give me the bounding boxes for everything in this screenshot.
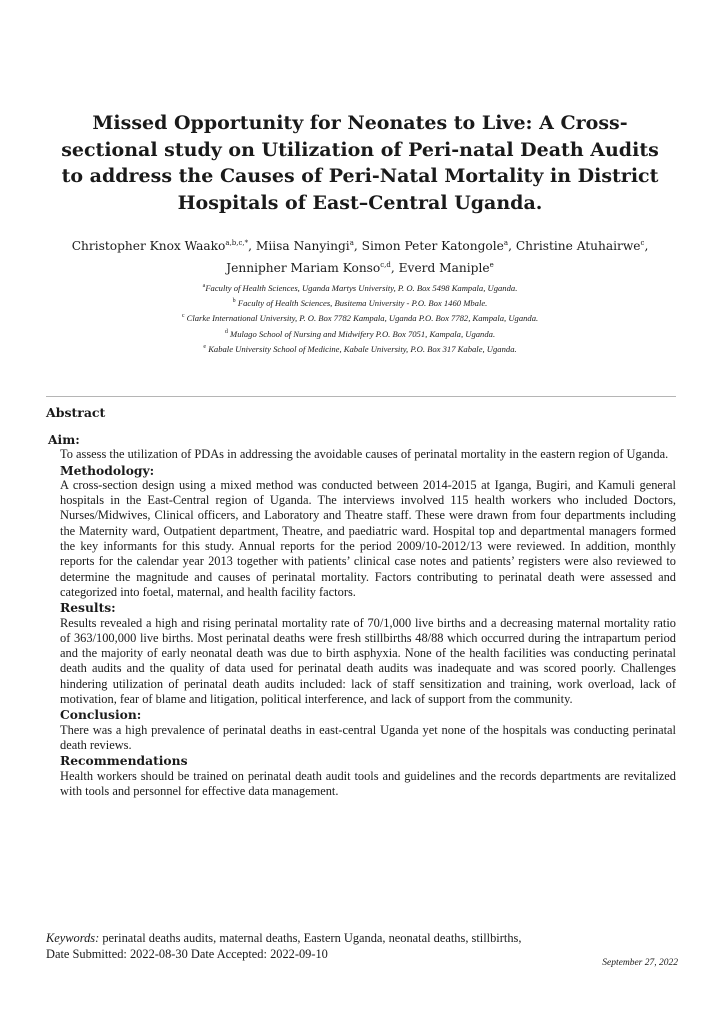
section-heading-conclusion: Conclusion: — [60, 707, 142, 723]
author-list: Christopher Knox Waako$^{a,b,c,*}$, Miisa Nanyingi$^a$, Simon Peter Katongole$^a$, Christine Atuhairwe$^c$, Jennipher Mariam Konso$^{c,d}$, Everd Maniple$^e$ — [71, 239, 649, 275]
section-heading-recommendations: Recommendations — [60, 753, 188, 769]
author: Miisa Nanyingi$^a$ — [255, 239, 354, 253]
affiliation: $^b$ Faculty of Health Sciences, Busitema University - P.O. Box 1460 Mbale. — [232, 298, 488, 309]
divider — [46, 396, 676, 397]
section-text-methodology: A cross-section design using a mixed method was conducted between 2014-2015 at Iganga, Bugiri, and Kamuli general hospitals in the East-Central region of Uganda. The interviews involved 115 health workers who included Doctors, Nurses/Midwives, Clinical officers, and Laboratory and Theatre staff. These were drawn from four departments including the Maternity ward, Outpatient department, Theatre, and paediatric ward. Hospital top and departmental managers formed the key informants for this study. Annual reports for the period 2009/10-2012/13 were reviewed. In addition, monthly reports for the calendar year 2013 together with patients’ clinical case notes and patients’ registers were also reviewed to determine the magnitude and causes of perinatal mortality. Factors contributing to perinatal death were assessed and categorized into foetal, maternal, and health facility factors. — [60, 477, 676, 599]
date-submitted: 2022-08-30 — [129, 947, 188, 961]
author: Simon Peter Katongole$^a$ — [361, 239, 509, 253]
author: Everd Maniple$^e$ — [398, 261, 494, 275]
affiliation: $^e$ Kabale University School of Medicine, Kabale University, P.O. Box 317 Kabale, Uganda. — [203, 343, 517, 354]
abstract-heading: Abstract — [46, 405, 106, 420]
section-text-conclusion: There was a high prevalence of perinatal deaths in east-central Uganda yet none of the hospitals was conducting perinatal death reviews. — [60, 722, 676, 752]
author: Jennipher Mariam Konso$^{c,d}$ — [226, 261, 391, 275]
section-text-results: Results revealed a high and rising perinatal mortality rate of 70/1,000 live births and a decreasing maternal mortality ratio of 363/100,000 live births. Most perinatal deaths were fresh stillbirths 48/88 which occurred during the intrapartum period and the majority of early neonatal death was due to birth asphyxia. None of the health facilities was conducting perinatal death audits and the quality of data used for perinatal death audits was inadequate and was scored poorly. Challenges hindering utilization of perinatal death audits included: lack of staff sensitization and training, work overload, lack of motivation, fear of blame and litigation, political interference, and lack of support from the community. — [60, 615, 676, 707]
paper-title: Missed Opportunity for Neonates to Live: A Cross-sectional study on Utilization of Peri-natal Death Audits to address the Causes of Peri-Natal Mortality in District Hospitals of East–Central Uganda. — [61, 112, 659, 214]
date-submitted-label: Date Submitted: — [46, 947, 127, 961]
affiliation: $^a$Faculty of Health Sciences, Uganda Martys University, P. O. Box 5498 Kampala, Uganda. — [202, 283, 518, 293]
date-accepted: 2022-09-10 — [270, 947, 328, 961]
author: Christopher Knox Waako$^{a,b,c,*}$ — [71, 239, 249, 253]
abstract-body — [46, 432, 676, 799]
affiliation: $^c$ Clarke International University, P. O. Box 7782 Kampala, Uganda P.O. Box 7782, Kampala, Uganda. — [181, 313, 539, 324]
date-accepted-label: Date Accepted: — [190, 947, 267, 961]
section-text-recommendations: Health workers should be trained on perinatal death audit tools and guidelines and the records departments are revitalized with tools and personnel for effective data management. — [60, 768, 676, 798]
keywords-label: Keywords: — [46, 931, 100, 945]
keywords-text: perinatal deaths audits, maternal deaths, Eastern Uganda, neonatal deaths, stillbirths, — [102, 931, 522, 945]
section-heading-results: Results: — [60, 600, 116, 616]
keywords-line — [46, 930, 676, 946]
author: Christine Atuhairwe$^c$ — [515, 239, 645, 253]
section-text-aim: To assess the utilization of PDAs in addressing the avoidable causes of perinatal mortality in the eastern region of Uganda. — [60, 447, 669, 462]
affiliation-list — [60, 280, 660, 356]
document-date: September 27, 2022 — [602, 958, 678, 968]
section-heading-methodology: Methodology: — [60, 462, 155, 478]
affiliation: $^d$ Mulago School of Nursing and Midwifery P.O. Box 7051, Kampala, Uganda. — [224, 328, 496, 339]
section-heading-aim: Aim: — [48, 432, 80, 447]
